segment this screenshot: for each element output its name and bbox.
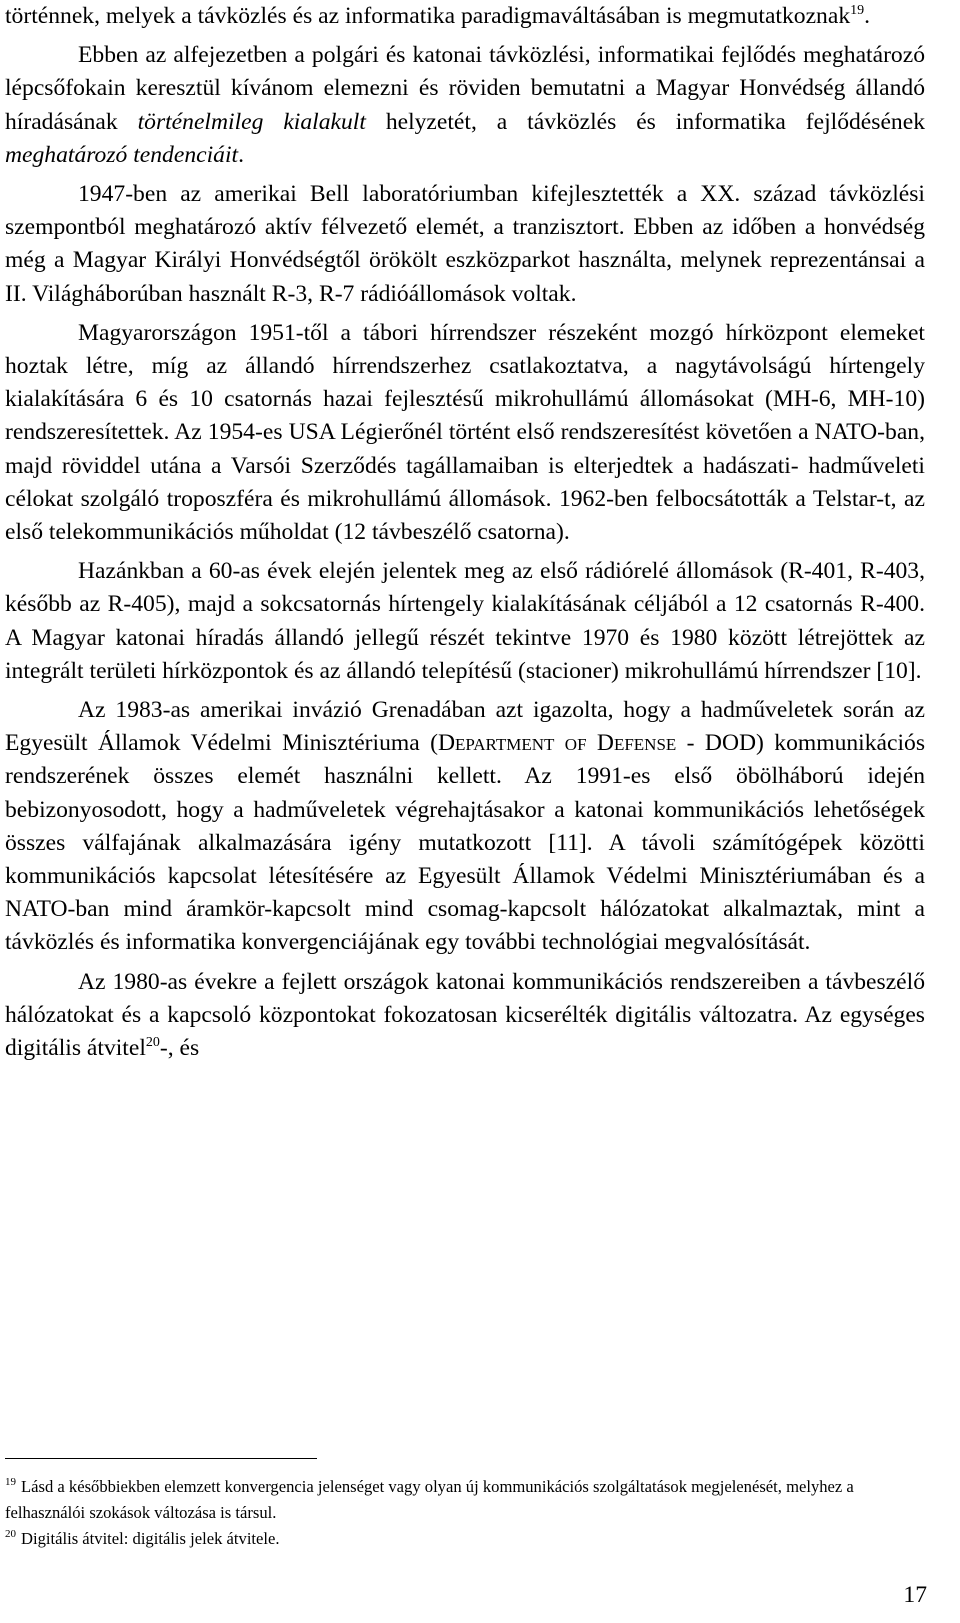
paragraph-6-text: Az 1980-as évekre a fejlett országok katonai kommunikációs rendszereiben a távbeszélő hálózatokat és a kapcsoló központokat fokozatosan kicserélték digitális változatra. Az egységes digitális átvitel <box>5 968 925 1062</box>
paragraph-0 <box>5 0 925 33</box>
paragraph-6 <box>5 966 925 1066</box>
page-number: 17 <box>903 1582 927 1608</box>
footnote-19 <box>5 1474 925 1526</box>
footnote-20-text: Digitális átvitel: digitális jelek átvitele. <box>21 1529 280 1548</box>
paragraph-4: Hazánkban a 60-as évek elején jelentek meg az első rádiórelé állomások (R-401, R-403, később az R-405), majd a sokcsatornás hírtengely kialakításának céljából a 12 csatornás R-400. A Magyar katonai híradás állandó jellegű részét tekintve 1970 és 1980 között létrejöttek az integrált területi hírközpontok és az állandó telepítésű (stacioner) mikrohullámú hírrendszer [10]. <box>5 558 925 684</box>
footnote-ref-20[interactable]: 20 <box>145 1035 160 1051</box>
paragraph-5 <box>5 694 925 960</box>
paragraph-0-end: . <box>864 3 871 29</box>
paragraph-6-end: -, és <box>159 1035 200 1062</box>
paragraph-5-text: Az 1983-as amerikai invázió Grenadában azt igazolta, hogy a hadműveletek során az Egyesült Államok Védelmi Minisztériuma ( <box>5 697 925 757</box>
body-text <box>5 0 925 1065</box>
paragraph-1-text-b: helyzetét, a távközlés és informatika fejlődésének <box>365 108 925 135</box>
footnote-20-number: 20 <box>5 1528 16 1541</box>
paragraph-1-emphasis-a: történelmileg kialakult <box>137 108 366 135</box>
paragraph-1 <box>5 39 925 172</box>
paragraph-5-text-b: - DOD) kommunikációs rendszerének összes elemét használni kellett. Az 1991-es első öbölháború idején bebizonyosodott, hogy a hadműveletek végrehajtásakor a katonai kommunikációs lehetőségek összes válfajának alkalmazására igény mutatkozott [11]. A távoli számítógépek közötti kommunikációs kapcsolat létesítésére az Egyesült Államok Védelmi Minisztériumában és a NATO-ban mind áramkör-kapcsolt mind csomag-kapcsolt hálózatokat alkalmaztak, mint a távközlés és informatika konvergenciájának egy további technológiai megvalósítását. <box>5 730 926 956</box>
footnote-ref-19[interactable]: 19 <box>850 3 865 19</box>
paragraph-1-emphasis-b: meghatározó tendenciáit <box>5 141 239 168</box>
footnote-separator <box>5 1458 317 1459</box>
footnotes <box>5 1474 925 1552</box>
paragraph-5-small-caps: Department of Defense <box>437 730 677 757</box>
footnote-19-number: 19 <box>5 1476 16 1489</box>
paragraph-0-text: történnek, melyek a távközlés és az informatika paradigmaváltásában is megmutatkoznak <box>5 3 851 29</box>
paragraph-1-text: Ebben az alfejezetben a polgári és katonai távközlési, informatikai fejlődés meghatározó lépcsőfokain keresztül kívánom elemezni és röviden bemutatni a Magyar Honvédség állandó híradásának <box>5 42 925 135</box>
footnote-19-text: Lásd a későbbiekben elemzett konvergencia jelenséget vagy olyan új kommunikációs szolgáltatások megjelenését, melyhez a felhasználói szokások változása is társul. <box>5 1477 854 1522</box>
paragraph-1-end: . <box>238 141 244 168</box>
document-page <box>5 0 925 1623</box>
footnote-20 <box>5 1526 925 1552</box>
paragraph-3: Magyarországon 1951-től a tábori hírrendszer részeként mozgó hírközpont elemeket hoztak létre, míg az állandó hírrendszerhez csatlakoztatva, a nagytávolságú hírtengely kialakítására 6 és 10 csatornás hazai fejlesztésű mikrohullámú állomásokat (MH-6, MH-10) rendszeresítettek. Az 1954-es USA Légierőnél történt első rendszeresítést követően a NATO-ban, majd röviddel utána a Varsói Szerződés tagállamaiban is elterjedtek a hadászati- hadműveleti célokat szolgáló troposzféra és mikrohullámú állomások. 1962-ben felbocsátották a Telstar-t, az első telekommunikációs műholdat (12 távbeszélő csatorna). <box>5 319 925 546</box>
paragraph-2: 1947-ben az amerikai Bell laboratóriumban kifejlesztették a XX. század távközlési szempontból meghatározó aktív félvezető elemét, a tranzisztort. Ebben az időben a honvédség még a Magyar Királyi Honvédségtől örökölt eszközparkot használta, melynek reprezentánsai a II. Világháborúban használt R-3, R-7 rádióállomások voltak. <box>5 181 925 307</box>
